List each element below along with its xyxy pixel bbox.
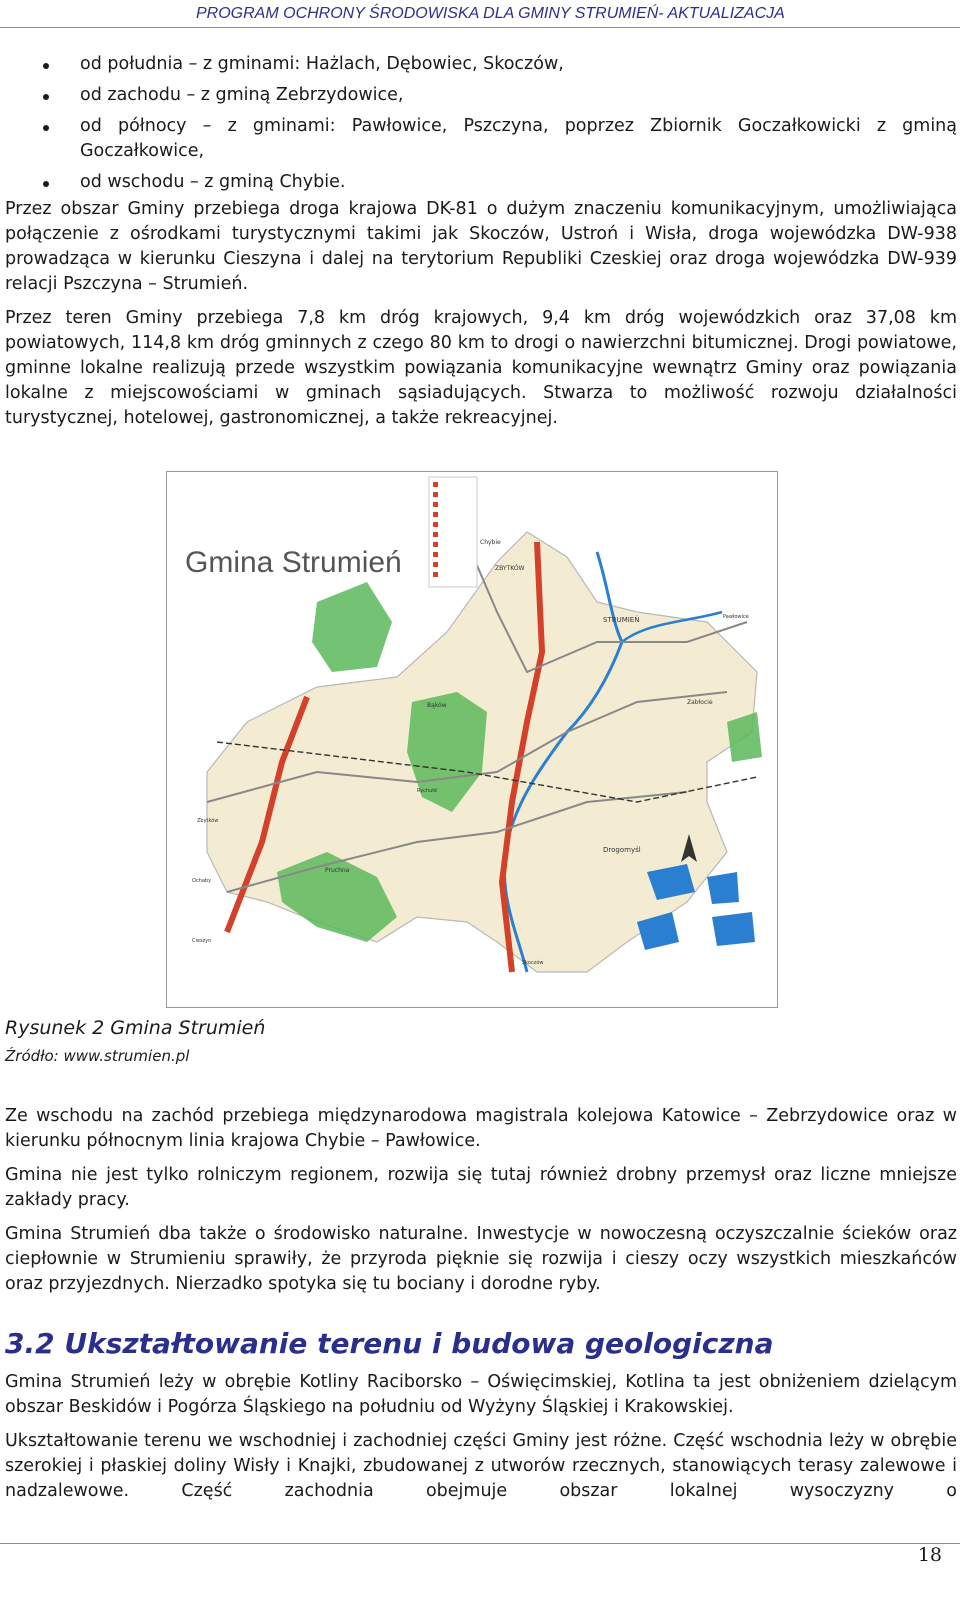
- map-figure: [166, 471, 778, 1008]
- bullet-icon: [43, 181, 49, 187]
- paragraph: Gmina Strumień leży w obrębie Kotliny Raciborsko – Oświęcimskiej, Kotlina ta jest obniżeniem dzielącym obszar Beskidów i Pogórza Śląskiego na południu od Wyżyny Śląskiej i Krakowskiej.: [5, 1372, 957, 1417]
- footer-divider: [0, 1543, 960, 1544]
- map-label: Cieszyn: [192, 938, 212, 944]
- neighbor-list: [5, 52, 957, 195]
- map-label: Pruchna: [325, 867, 350, 874]
- list-item: od zachodu – z gminą Zebrzydowice,: [5, 83, 957, 108]
- body-text-top: [5, 52, 957, 440]
- list-item: od północy – z gminami: Pawłowice, Pszczyna, poprzez Zbiornik Goczałkowicki z gminą Goczałkowice,: [5, 114, 957, 164]
- page-number: 18: [917, 1544, 942, 1566]
- body-text-bottom: [5, 1370, 957, 1513]
- list-item: od południa – z gminami: Hażlach, Dębowiec, Skoczów,: [5, 52, 957, 77]
- bullet-icon: [43, 94, 49, 100]
- map-label: ZBYTKÓW: [495, 565, 525, 572]
- map-label: Ochaby: [192, 878, 212, 884]
- map-label: Drogomyśl: [603, 846, 641, 854]
- figure-caption: Rysunek 2 Gmina Strumień: [5, 1017, 266, 1039]
- paragraph: Gmina nie jest tylko rolniczym regionem, rozwija się tutaj również drobny przemysł oraz liczne mniejsze zakłady pracy.: [5, 1165, 957, 1210]
- figure-source: Źródło: www.strumien.pl: [5, 1047, 190, 1065]
- paragraph: Przez teren Gminy przebiega 7,8 km dróg krajowych, 9,4 km dróg wojewódzkich oraz 37,08 km powiatowych, 114,8 km dróg gminnych z czego 80 km to drogi o nawierzchni bitumicznej. Drogi powiatowe, gminne lokalne realizują przede wszystkim powiązania komunikacyjne wewnątrz Gminy oraz powiązania lokalne z miejscowościami w gminach sąsiadujących. Stwarza to możliwość rozwoju działalności turystycznej, hotelowej, gastronomicznej, a także rekreacyjnej.: [5, 308, 957, 428]
- map-label: Skoczów: [522, 960, 544, 966]
- paragraph: Ukształtowanie terenu we wschodniej i zachodniej części Gminy jest różne. Część wschodnia leży w obrębie szerokiej i płaskiej doliny Wisły i Knajki, zbudowanej z utworów rzecznych, stanowiących terasy zalewowe i nadzalewowe. Część zachodnia obejmuje obszar lokalnej wysoczyzny o: [5, 1431, 957, 1501]
- list-item: od wschodu – z gminą Chybie.: [5, 170, 957, 195]
- paragraph: Ze wschodu na zachód przebiega międzynarodowa magistrala kolejowa Katowice – Zebrzydowice oraz w kierunku północnym linia krajowa Chybie – Pawłowice.: [5, 1106, 957, 1151]
- pond: [707, 872, 739, 904]
- bullet-icon: [43, 125, 49, 131]
- forest-area: [312, 582, 392, 672]
- body-text-middle: [5, 1104, 957, 1306]
- map-label: Bąków: [427, 702, 447, 709]
- map-label: Pawłowice: [723, 614, 749, 620]
- bullet-icon: [43, 63, 49, 69]
- map-label: Zbytków: [197, 818, 219, 824]
- page-header: [0, 0, 960, 28]
- header-title: PROGRAM OCHRONY ŚRODOWISKA DLA GMINY STRUMIEŃ- AKTUALIZACJA: [196, 5, 785, 22]
- pond: [712, 912, 755, 946]
- map-label: Rychułd: [417, 788, 437, 794]
- map-label: Zabłocie: [687, 699, 713, 706]
- map-label: STRUMIEŃ: [603, 616, 640, 624]
- paragraph: Przez obszar Gminy przebiega droga krajowa DK-81 o dużym znaczeniu komunikacyjnym, umożliwiająca połączenie z ośrodkami turystycznymi takimi jak Skoczów, Ustroń i Wisła, droga wojewódzka DW-938 prowadząca w kierunku Cieszyna i dalej na terytorium Republiki Czeskiej oraz droga wojewódzka DW-939 relacji Pszczyna – Strumień.: [5, 199, 957, 294]
- gmina-map: [167, 472, 777, 1007]
- paragraph: Gmina Strumień dba także o środowisko naturalne. Inwestycje w nowoczesną oczyszczalnie ścieków oraz ciepłownie w Strumieniu sprawiły, że przyroda pięknie się rozwija i cieszy oczy wszystkich mieszkańców oraz przyjezdnych. Nierzadko spotyka się tu bociany i dorodne ryby.: [5, 1224, 957, 1294]
- map-title: Gmina Strumień: [185, 546, 402, 579]
- section-heading: 3.2 Ukształtowanie terenu i budowa geologiczna: [5, 1327, 774, 1360]
- map-label: Chybie: [480, 539, 501, 546]
